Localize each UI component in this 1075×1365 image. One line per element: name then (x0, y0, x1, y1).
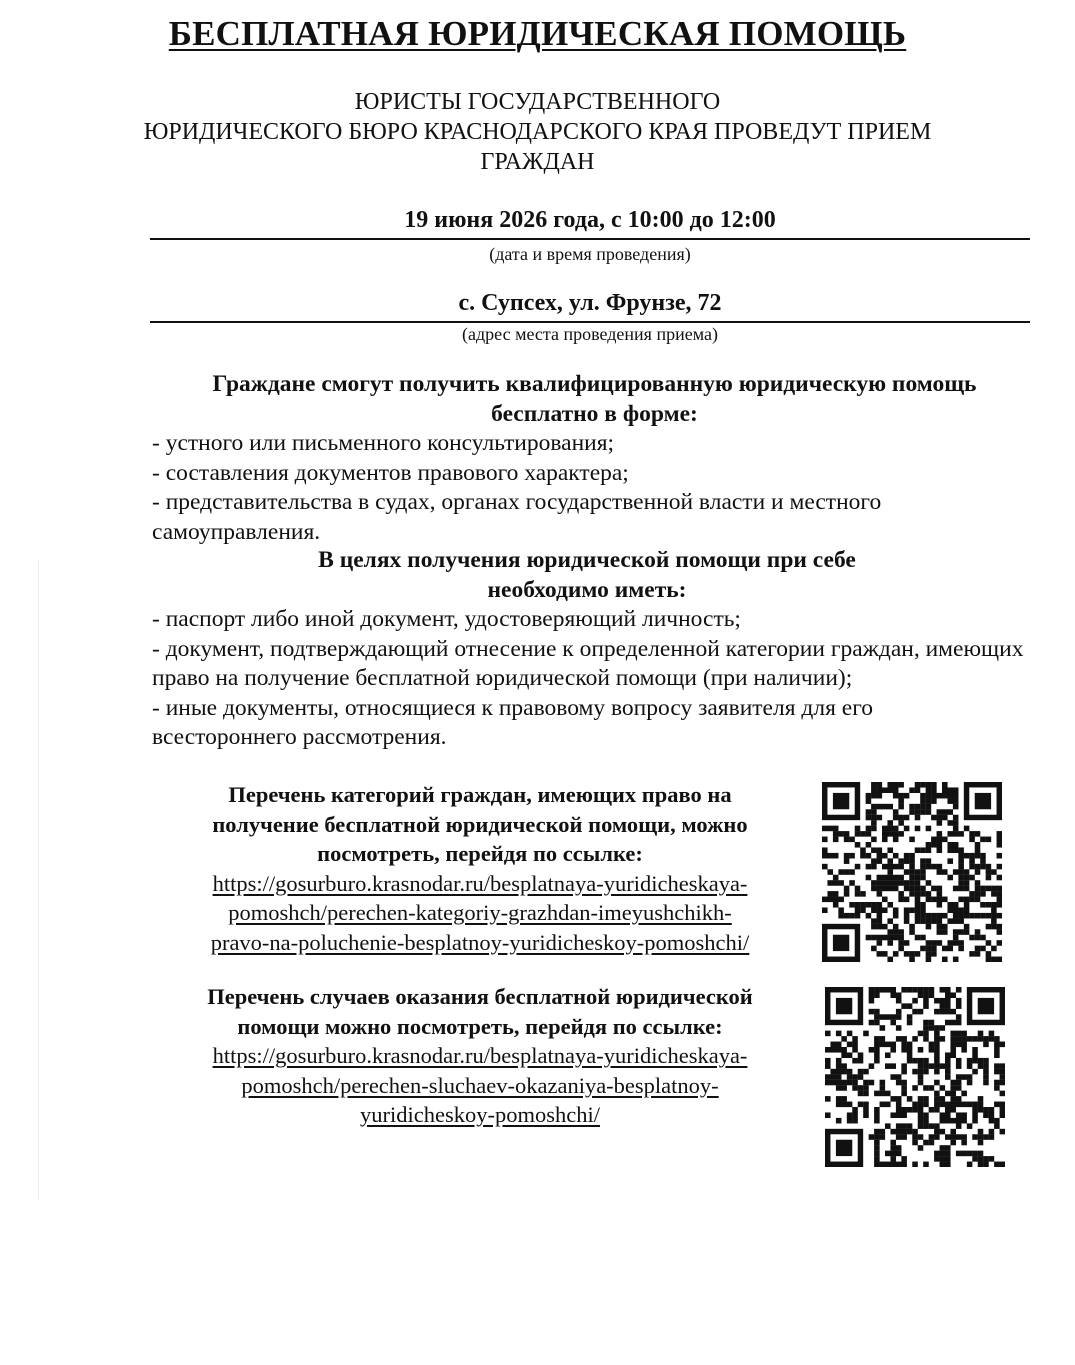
categories-link-heading: Перечень категорий граждан, имеющих право на (228, 782, 732, 807)
address-caption: (адрес места проведения приема) (462, 324, 718, 344)
url-line[interactable]: https://gosurburo.krasnodar.ru/besplatnaya-yuridicheskaya- (212, 1043, 748, 1068)
subtitle-line: ЮРИДИЧЕСКОГО БЮРО КРАСНОДАРСКОГО КРАЯ ПРОВЕДУТ ПРИЕМ (143, 119, 932, 145)
categories-link-heading: посмотреть, перейдя по ссылке: (317, 841, 643, 866)
subtitle-line: ГРАЖДАН (480, 149, 595, 175)
required-documents-section (152, 546, 1037, 753)
date-time-caption: (дата и время проведения) (489, 244, 691, 264)
subtitle-line: ЮРИСТЫ ГОСУДАРСТВЕННОГО (354, 89, 721, 115)
categories-link-url[interactable] (150, 869, 810, 958)
url-line[interactable]: https://gosurburo.krasnodar.ru/besplatnaya-yuridicheskaya- (212, 870, 748, 896)
url-line[interactable]: pomoshch/perechen-sluchaev-okazaniya-besplatnoy- (241, 1072, 719, 1098)
help-forms-section (152, 370, 1037, 547)
url-line[interactable]: pravo-na-poluchenie-besplatnoy-yuridicheskoy-pomoshchi/ (210, 929, 750, 955)
list-item: - представительства в судах, органах государственной власти и местного самоуправления. (152, 489, 882, 545)
qr-code-categories-icon (822, 782, 1002, 962)
help-forms-heading: бесплатно в форме: (491, 400, 698, 427)
list-item: - документ, подтверждающий отнесение к определенной категории граждан, имеющих право на получение бесплатной юридической помощи (при наличии); (152, 635, 1024, 691)
url-line[interactable]: pomoshch/perechen-kategoriy-grazhdan-imeyushchikh- (228, 900, 732, 925)
list-item: - составления документов правового характера; (152, 459, 629, 486)
list-item: - паспорт либо иной документ, удостоверяющий личность; (152, 606, 741, 632)
qr-code-categories-icon (822, 782, 1002, 962)
document-title: БЕСПЛАТНАЯ ЮРИДИЧЕСКАЯ ПОМОЩЬ (168, 14, 907, 53)
qr-code-cases-icon (825, 987, 1005, 1167)
organizer-subtitle (50, 87, 1025, 177)
categories-link-section (150, 780, 810, 957)
help-forms-heading: Граждане смогут получить квалифицированную юридическую помощь (212, 371, 977, 397)
address-value: с. Супсех, ул. Фрунзе, 72 (150, 288, 1030, 323)
cases-link-section (150, 982, 810, 1130)
scan-edge-line (38, 560, 39, 1200)
url-line[interactable]: yuridicheskoy-pomoshchi/ (360, 1102, 600, 1127)
cases-link-url[interactable] (150, 1041, 810, 1130)
date-time-value: 19 июня 2026 года, с 10:00 до 12:00 (150, 205, 1030, 240)
qr-code-cases-icon (825, 987, 1005, 1167)
cases-link-heading: Перечень случаев оказания бесплатной юридической (207, 984, 753, 1009)
list-item: - устного или письменного консультирования; (152, 430, 615, 456)
documents-heading: В целях получения юридической помощи при себе (318, 547, 856, 573)
documents-heading: необходимо иметь: (487, 576, 687, 603)
list-item: - иные документы, относящиеся к правовому вопросу заявителя для его всестороннего рассмотрения. (152, 694, 873, 750)
cases-link-heading: помощи можно посмотреть, перейдя по ссылке: (237, 1013, 723, 1039)
categories-link-heading: получение бесплатной юридической помощи, можно (212, 811, 748, 837)
